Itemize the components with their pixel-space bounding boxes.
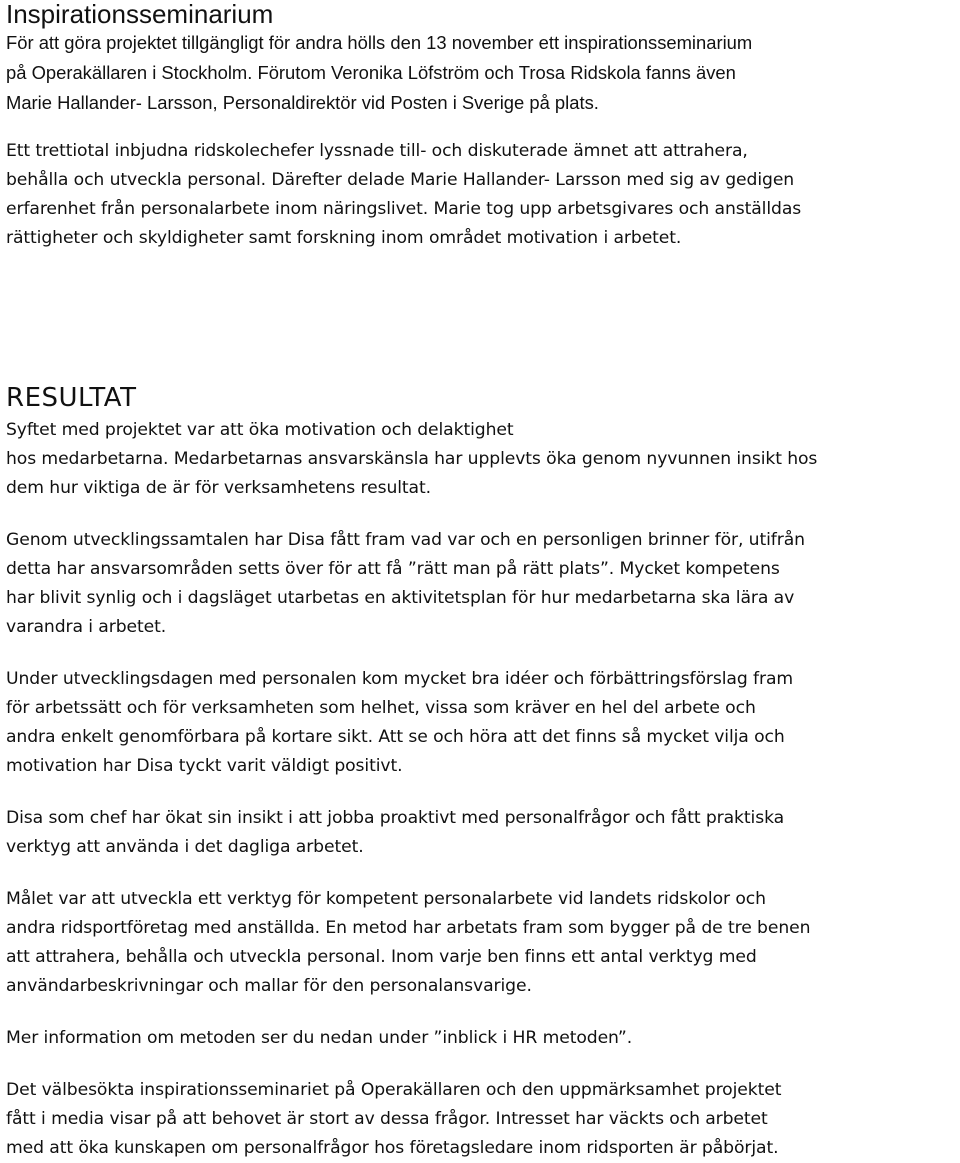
text-line: har blivit synlig och i dagsläget utarbetas en aktivitetsplan för hur medarbetarna ska lära av [6, 588, 795, 608]
result-paragraph-6 [6, 1024, 954, 1053]
result-paragraph-3 [6, 665, 954, 781]
text-line: Ett trettiotal inbjudna ridskolechefer lyssnade till- och diskuterade ämnet att attrahera, [6, 141, 748, 161]
text-line: andra enkelt genomförbara på kortare sikt. Att se och höra att det finns så mycket vilja och [6, 727, 785, 747]
text-line: för arbetssätt och för verksamheten som helhet, vissa som kräver en hel del arbete och [6, 698, 756, 718]
result-paragraph-1 [6, 416, 954, 503]
text-line: Det välbesökta inspirationsseminariet på Operakällaren och den uppmärksamhet projektet [6, 1080, 782, 1100]
text-line: användarbeskrivningar och mallar för den personalansvarige. [6, 976, 532, 996]
text-line: motivation har Disa tyckt varit väldigt positivt. [6, 756, 403, 776]
seminar-heading: Inspirationsseminarium [6, 0, 274, 29]
text-line: på Operakällaren i Stockholm. Förutom Veronika Löfström och Trosa Ridskola fanns även [6, 62, 736, 83]
text-line: med att öka kunskapen om personalfrågor hos företagsledare inom ridsporten är påbörjat. [6, 1138, 779, 1158]
seminar-intro-paragraph [6, 28, 954, 118]
text-line: Under utvecklingsdagen med personalen kom mycket bra idéer och förbättringsförslag fram [6, 669, 794, 689]
text-line: verktyg att använda i det dagliga arbetet. [6, 837, 364, 857]
text-line: För att göra projektet tillgängligt för andra hölls den 13 november ett inspirationsseminarium [6, 32, 753, 53]
text-line: erfarenhet från personalarbete inom näringslivet. Marie tog upp arbetsgivares och anställdas [6, 199, 802, 219]
seminar-paragraph [6, 137, 954, 253]
result-paragraph-4 [6, 804, 954, 862]
text-line: fått i media visar på att behovet är stort av dessa frågor. Intresset har väckts och arbetet [6, 1109, 768, 1129]
text-line: att attrahera, behålla och utveckla personal. Inom varje ben finns ett antal verktyg med [6, 947, 757, 967]
result-paragraph-7 [6, 1076, 954, 1163]
text-line: hos medarbetarna. Medarbetarnas ansvarskänsla har upplevts öka genom nyvunnen insikt hos [6, 449, 818, 469]
text-line: behålla och utveckla personal. Därefter delade Marie Hallander- Larsson med sig av gedigen [6, 170, 795, 190]
text-line: Marie Hallander- Larsson, Personaldirektör vid Posten i Sverige på plats. [6, 92, 599, 113]
text-line: Mer information om metoden ser du nedan under ”inblick i HR metoden”. [6, 1028, 633, 1048]
text-line: dem hur viktiga de är för verksamhetens resultat. [6, 478, 431, 498]
result-heading: RESULTAT [6, 383, 137, 413]
text-line: Syftet med projektet var att öka motivation och delaktighet [6, 420, 514, 440]
text-line: Genom utvecklingssamtalen har Disa fått fram vad var och en personligen brinner för, utifrån [6, 530, 805, 550]
result-paragraph-2 [6, 526, 954, 642]
text-line: detta har ansvarsområden setts över för att få ”rätt man på rätt plats”. Mycket kompetens [6, 559, 780, 579]
text-line: varandra i arbetet. [6, 617, 167, 637]
result-paragraph-5 [6, 885, 954, 1001]
text-line: Målet var att utveckla ett verktyg för kompetent personalarbete vid landets ridskolor och [6, 889, 766, 909]
text-line: Disa som chef har ökat sin insikt i att jobba proaktivt med personalfrågor och fått praktiska [6, 808, 785, 828]
text-line: rättigheter och skyldigheter samt forskning inom området motivation i arbetet. [6, 228, 682, 248]
text-line: andra ridsportföretag med anställda. En metod har arbetats fram som bygger på de tre benen [6, 918, 811, 938]
